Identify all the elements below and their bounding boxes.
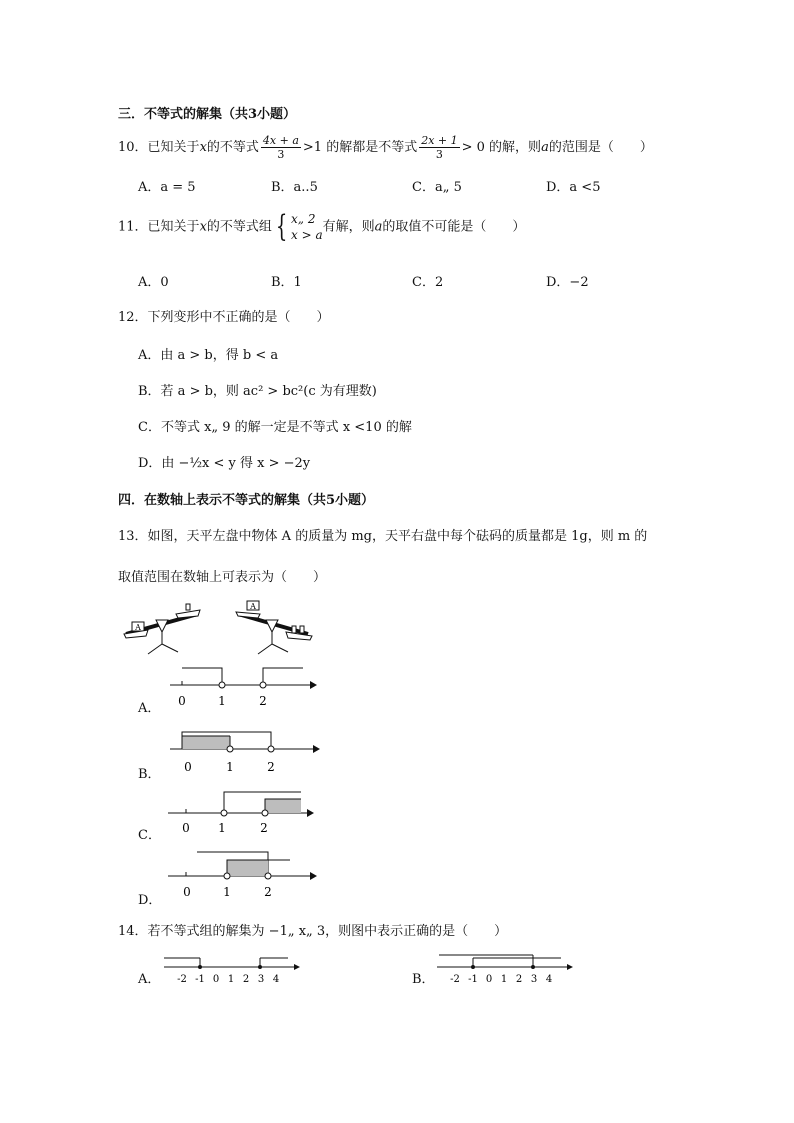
option-a: A．0 xyxy=(138,275,169,290)
question-13-line-2: 取值范围在数轴上可表示为（ ） xyxy=(118,570,327,585)
question-number: 14． xyxy=(118,924,148,939)
fraction: $\frac{4x + a}{3}$ xyxy=(262,134,299,161)
balance-scales-figure xyxy=(120,600,320,656)
number-line-option-d xyxy=(165,848,325,900)
option-b: B．a..5 xyxy=(271,180,318,195)
option-b-label: B． xyxy=(138,767,161,782)
option-b: B．1 xyxy=(271,275,302,290)
option-a: A．a = 5 xyxy=(138,180,196,195)
tick-label: -2 xyxy=(450,974,460,985)
tick-label: 0 xyxy=(184,760,192,774)
tick-label: 4 xyxy=(272,974,280,985)
question-11: 11．已知关于x的不等式组 { x„ 2 x > a 有解，则a的取值不可能是（ ） xyxy=(118,209,526,244)
tick-label: 2 xyxy=(260,821,268,835)
question-13-line-1: 13．如图，天平左盘中物体 A 的质量为 mg，天平右盘中每个砝码的质量都是 1g，则 m 的 xyxy=(118,529,648,544)
box-label: A xyxy=(250,602,256,611)
option-a-label: A． xyxy=(138,972,161,987)
right-balance xyxy=(236,601,312,654)
section-4-title: 四．在数轴上表示不等式的解集（共5小题） xyxy=(118,493,375,508)
tick-label: -2 xyxy=(177,974,187,985)
question-number: 12． xyxy=(118,310,148,325)
tick-label: 3 xyxy=(257,974,265,985)
number-line-14-option-b xyxy=(433,952,583,986)
option-d: D．a <5 xyxy=(546,180,601,195)
number-line-option-c xyxy=(165,788,325,840)
option-d: D．由 −½x < y 得 x > −2y xyxy=(138,456,311,471)
number-line-option-a xyxy=(165,660,325,712)
option-c: C．a„ 5 xyxy=(412,180,462,195)
option-c: C．2 xyxy=(412,275,444,290)
fraction: $\frac{2x + 1}{3}$ xyxy=(421,134,458,161)
box-label: A xyxy=(135,623,141,632)
tick-label: 2 xyxy=(259,694,267,708)
tick-label: 3 xyxy=(530,974,538,985)
tick-label: 0 xyxy=(485,974,493,985)
option-a-label: A． xyxy=(138,701,161,716)
tick-label: 2 xyxy=(264,885,272,899)
option-b: B．若 a > b，则 ac² > bc²(c 为有理数) xyxy=(138,384,377,399)
left-balance xyxy=(124,604,200,654)
tick-label: 0 xyxy=(183,885,191,899)
tick-label: 4 xyxy=(545,974,553,985)
tick-label: 1 xyxy=(218,694,226,708)
question-number: 13． xyxy=(118,529,148,544)
question-12: 12．下列变形中不正确的是（ ） xyxy=(118,310,330,325)
tick-label: 2 xyxy=(267,760,275,774)
tick-label: 2 xyxy=(515,974,523,985)
tick-label: 0 xyxy=(212,974,220,985)
tick-label: 2 xyxy=(242,974,250,985)
question-number: 10． xyxy=(118,140,148,155)
tick-label: 1 xyxy=(500,974,508,985)
option-b-label: B． xyxy=(412,972,435,987)
option-a: A．由 a > b，得 b < a xyxy=(138,348,279,363)
tick-label: -1 xyxy=(468,974,478,985)
tick-label: 0 xyxy=(178,694,186,708)
option-d: D．−2 xyxy=(546,275,589,290)
tick-label: 1 xyxy=(227,974,235,985)
tick-label: 1 xyxy=(226,760,234,774)
number-line-14-option-a xyxy=(160,952,310,986)
tick-label: -1 xyxy=(195,974,205,985)
brace: { xyxy=(275,209,288,244)
tick-label: 0 xyxy=(182,821,190,835)
inequality-system: x„ 2 x > a xyxy=(291,212,323,242)
question-number: 11． xyxy=(118,219,148,235)
question-10: 10．已知关于x的不等式 $\frac{4x + a}{3}$ >1 的解都是不等式 $\frac{2x + 1}{3}$ > 0 的解，则a的范围是（ ） xyxy=(118,134,653,161)
option-c: C．不等式 x„ 9 的解一定是不等式 x <10 的解 xyxy=(138,420,412,435)
option-d-label: D． xyxy=(138,893,162,908)
section-3-title: 三．不等式的解集（共3小题） xyxy=(118,107,297,122)
tick-label: 1 xyxy=(218,821,226,835)
option-c-label: C． xyxy=(138,828,161,843)
number-line-option-b xyxy=(165,726,325,778)
question-14: 14．若不等式组的解集为 −1„ x„ 3，则图中表示正确的是（ ） xyxy=(118,924,508,939)
tick-label: 1 xyxy=(223,885,231,899)
